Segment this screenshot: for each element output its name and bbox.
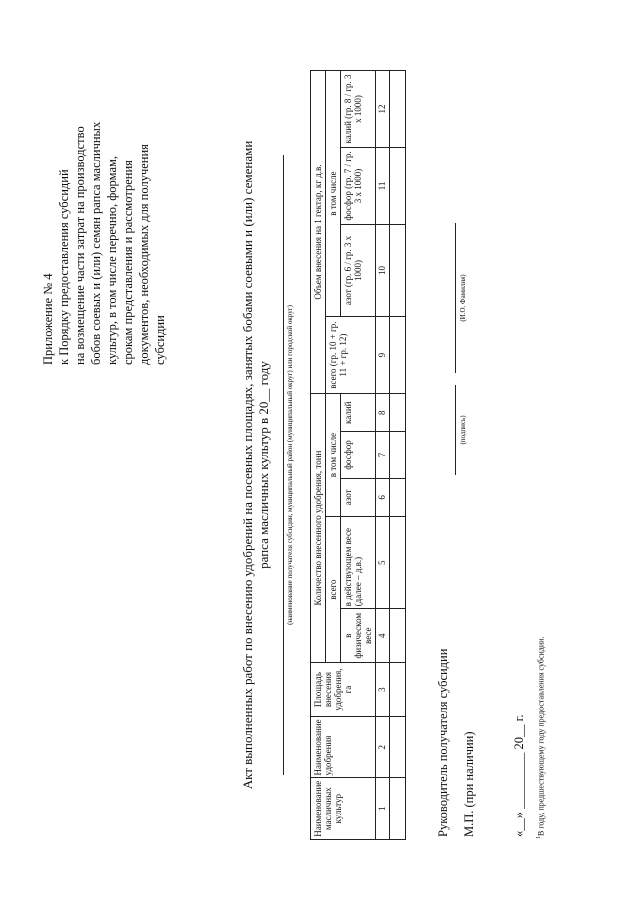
table-row [390,71,406,840]
fertilizer-table [310,70,406,840]
header-nitrogen-formula: азот (гр. 6 / гр. 3 x 1000) [341,224,376,316]
header-phosphorus: фосфор [341,432,376,478]
appendix-line: к Порядку предоставления субсидий [57,169,71,365]
header-potassium: калий [341,394,376,432]
header-including-2: в том числе [326,71,341,317]
act-title [240,85,272,845]
header-phosphorus-formula: фосфор (гр. 7 / гр. 3 x 1000) [341,148,376,225]
signature-line: (подпись) [455,385,467,475]
empty-cell [390,71,406,148]
column-number: 7 [376,432,390,478]
appendix-line: культур, в том числе перечню, формам, [105,155,119,365]
header-crop: Наименование масличных культур [311,778,376,840]
column-number: 9 [376,317,390,394]
stamp-place: М.П. (при наличии) [462,731,476,837]
name-line: (И.О. Фамилия) [455,223,467,373]
appendix-line: Приложение № 4 [41,273,55,365]
empty-cell [390,716,406,778]
column-number: 10 [376,224,390,316]
empty-cell [390,609,406,663]
recipient-label: (наименование получателя субсидии, муниципальный район (муниципальный округ) или городской округ) [283,155,294,775]
column-number: 3 [376,663,390,717]
header-physical-weight: в физическом весе [341,609,376,663]
empty-cell [390,224,406,316]
column-number: 8 [376,394,390,432]
appendix-line: на возмещение части затрат на производство [73,126,87,365]
header-quantity-group: Количество внесенного удобрения, тонн [311,394,326,663]
appendix-line: субсидии [153,315,167,365]
empty-cell [390,394,406,432]
empty-cell [390,432,406,478]
head-of-recipient: Руководитель получателя субсидии [436,648,450,837]
empty-cell [390,517,406,609]
column-number: 11 [376,148,390,225]
appendix-header [40,35,168,365]
empty-cell [390,478,406,516]
header-potassium-formula: калий (гр. 8 / гр. 3 x 1000) [341,71,376,148]
act-title-line-2: рапса масличных культур в 20__ году [256,361,271,569]
appendix-line: бобов соевых и (или) семян рапса масличных [89,121,103,365]
header-active-weight: в действующем весе (далее – д.в.) [341,517,376,609]
header-volume-group: Объем внесения на 1 гектар, кг д.в. [311,71,326,394]
header-fertilizer: Наименование удобрения [311,716,376,778]
appendix-line: документов, необходимых для получения [137,144,151,365]
empty-cell [390,148,406,225]
empty-cell [390,663,406,717]
header-area: Площадь внесения удобрения, га [311,663,376,717]
column-number: 12 [376,71,390,148]
empty-cell [390,317,406,394]
column-number: 4 [376,609,390,663]
header-total: всего [326,517,341,663]
date-line: «__» _________ 20__ г. [512,714,526,837]
footnote-text: В году, предшествующему году предоставления субсидии. [536,636,546,836]
empty-cell [390,778,406,840]
column-number-row [376,71,390,840]
act-title-line-1: Акт выполненных работ по внесению удобрений на посевных площадях, занятых бобами соевыми и (или) семенами [240,140,255,790]
column-number: 1 [376,778,390,840]
footnote [536,637,546,839]
header-volume-total: всего (гр. 10 + гр. 11 + гр. 12) [326,317,376,394]
column-number: 5 [376,517,390,609]
appendix-line: срокам представления и рассмотрения [121,160,135,365]
header-nitrogen: азот [341,478,376,516]
header-including-1: в том числе [326,394,341,517]
column-number: 2 [376,716,390,778]
column-number: 6 [376,478,390,516]
footnote-mark: 1 [536,836,542,839]
